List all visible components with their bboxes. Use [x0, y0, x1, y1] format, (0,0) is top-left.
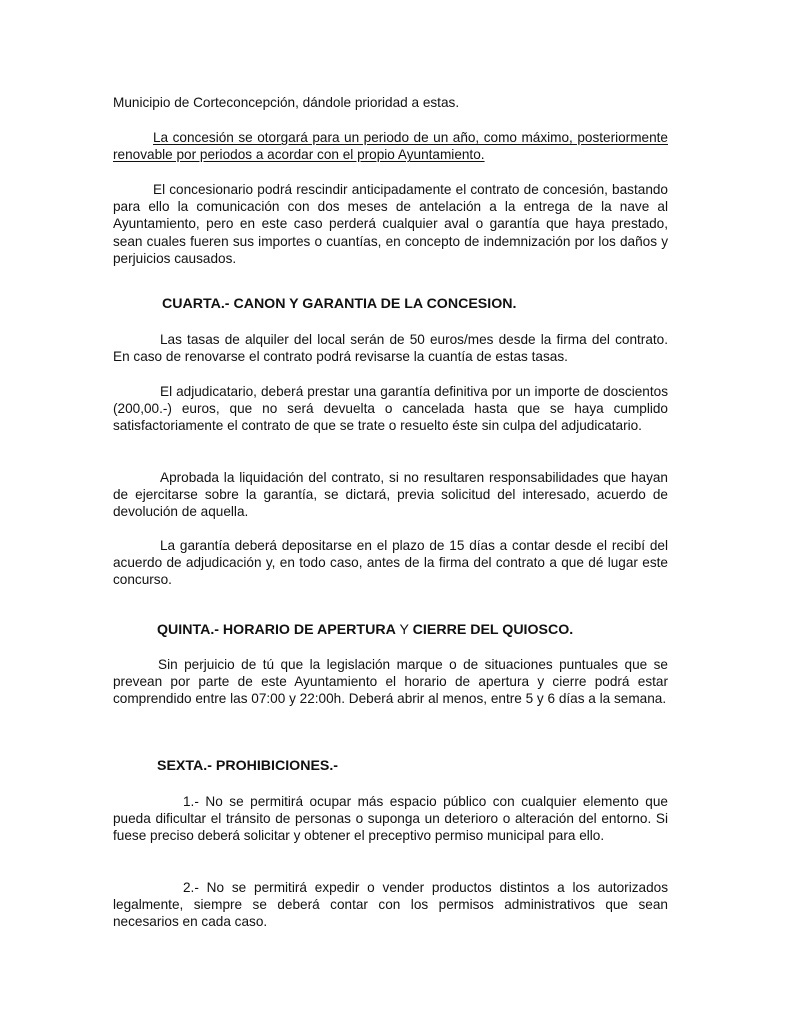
- paragraph-garantia: El adjudicatario, deberá prestar una garantía definitiva por un importe de doscientos (200,00.-) euros, que no será devuelta o cancelada hasta que se haya cumplido satisfactoriamente el contrato de que se trate o resuelto éste sin culpa del adjudicatario.: [113, 384, 668, 434]
- paragraph-tasas: Las tasas de alquiler del local serán de 50 euros/mes desde la firma del contrato. En caso de renovarse el contrato podrá revisarse la cuantía de estas tasas.: [113, 332, 668, 365]
- paragraph-liquidacion: Aprobada la liquidación del contrato, si no resultaren responsabilidades que hayan de ejercitarse sobre la garantía, se dictará, previa solicitud del interesado, acuerdo de devolución de aquella.: [113, 470, 668, 520]
- heading-sexta: SEXTA.- PROHIBICIONES.-: [157, 758, 339, 774]
- heading-quinta-part-b: CIERRE DEL QUIOSCO.: [412, 622, 574, 638]
- heading-quinta-conjunction: Y: [395, 622, 413, 638]
- paragraph-prohibicion-1: 1.- No se permitirá ocupar más espacio público con cualquier elemento que pueda dificultar el tránsito de personas o suponga un deterioro o alteración del entorno. Si fuese preciso deberá solicitar y obtener el preceptivo permiso municipal para ello.: [113, 794, 668, 844]
- heading-cuarta: CUARTA.- CANON Y GARANTIA DE LA CONCESION.: [162, 296, 517, 312]
- paragraph-horario: Sin perjuicio de tú que la legislación marque o de situaciones puntuales que se prevean por parte de este Ayuntamiento el horario de apertura y cierre podrá estar comprendido entre las 07:00 y 22:00h. Deberá abrir al menos, entre 5 y 6 días a la semana.: [113, 657, 668, 707]
- paragraph-prohibicion-2: 2.- No se permitirá expedir o vender productos distintos a los autorizados legalmente, siempre se deberá contar con los permisos administrativos que sean necesarios en cada caso.: [113, 880, 668, 930]
- paragraph-intro-end: Municipio de Corteconcepción, dándole prioridad a estas.: [113, 95, 460, 110]
- paragraph-plazo: La garantía deberá depositarse en el plazo de 15 días a contar desde el recibí del acuerdo de adjudicación y, en todo caso, antes de la firma del contrato a que dé lugar este concurso.: [113, 538, 668, 588]
- heading-quinta-part-a: QUINTA.- HORARIO DE APERTURA: [157, 622, 396, 638]
- paragraph-rescision: El concesionario podrá rescindir anticipadamente el contrato de concesión, bastando para ello la comunicación con dos meses de antelación a la entrega de la nave al Ayuntamiento, pero en este caso perderá cualquier aval o garantía que haya prestado, sean cuales fueren sus importes o cuantías, en concepto de indemnización por los daños y perjuicios causados.: [113, 182, 668, 266]
- heading-quinta: [157, 622, 573, 638]
- paragraph-duracion: La concesión se otorgará para un periodo de un año, como máximo, posteriormente renovable por periodos a acordar con el propio Ayuntamiento.: [113, 130, 668, 163]
